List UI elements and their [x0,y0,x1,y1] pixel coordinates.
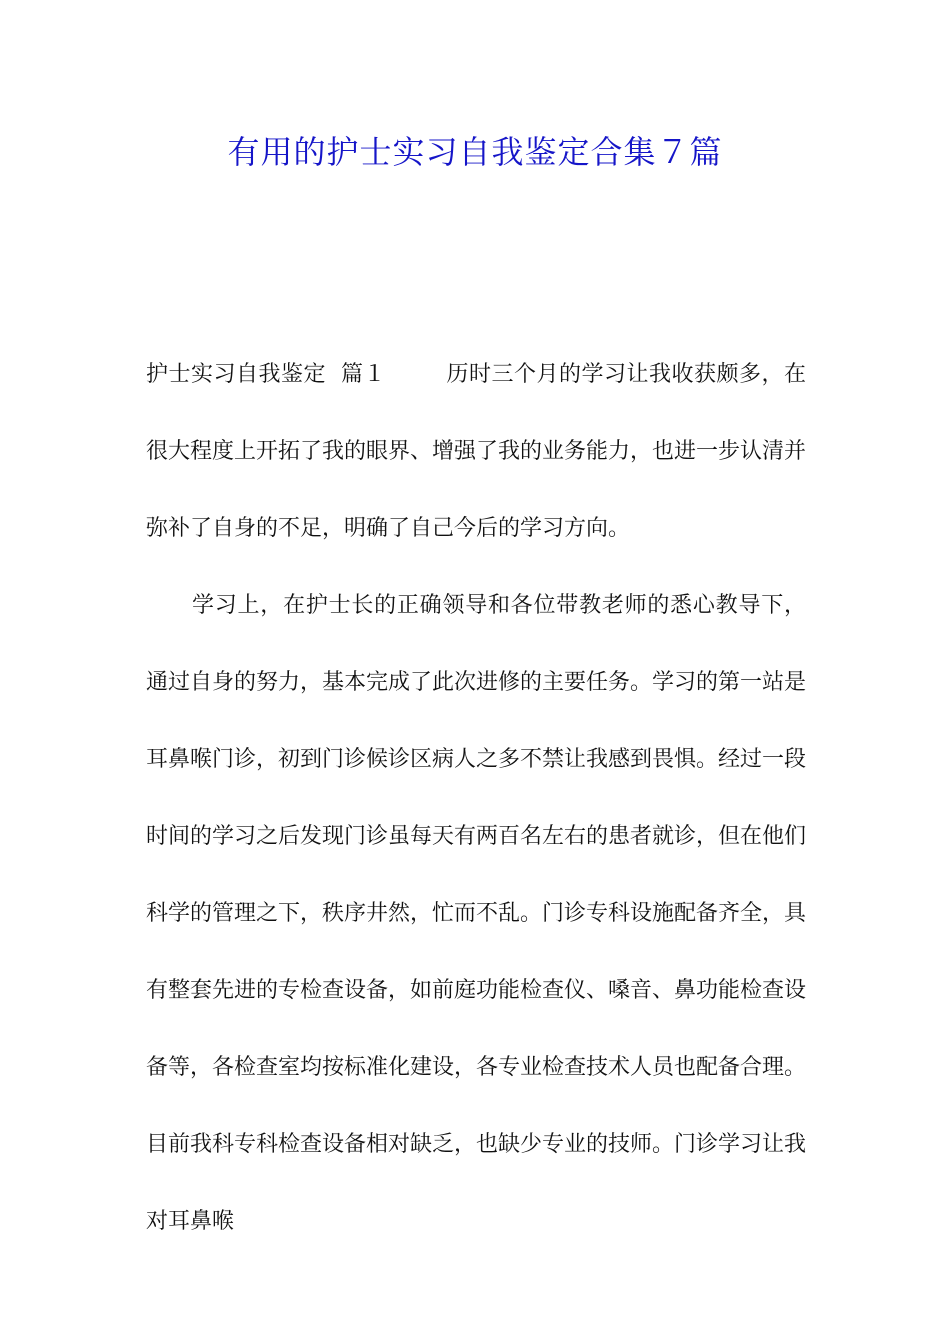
paragraph-2: 学习上，在护士长的正确领导和各位带教老师的悉心教导下，通过自身的努力，基本完成了此次进修的主要任务。学习的第一站是耳鼻喉门诊，初到门诊候诊区病人之多不禁让我感到畏惧。经过一段时间的学习之后发现门诊虽每天有两百名左右的患者就诊，但在他们科学的管理之下，秩序井然，忙而不乱。门诊专科设施配备齐全，具有整套先进的专检查设备，如前庭功能检查仪、嗓音、鼻功能检查设备等，各检查室均按标准化建设，各专业检查技术人员也配备合理。目前我科专科检查设备相对缺乏，也缺少专业的技师。门诊学习让我对耳鼻喉 [146,593,807,1234]
paragraph-1-text: 历时三个月的学习让我收获颇多，在很大程度上开拓了我的眼界、增强了我的业务能力，也进一步认清并弥补了自身的不足，明确了自己今后的学习方向。 [146,362,807,541]
document-title: 有用的护士实习自我鉴定合集７篇 [227,133,723,171]
section-heading: 护士实习自我鉴定 篇１ [146,362,386,387]
paragraph-1 [146,336,806,567]
document-body [146,336,806,1260]
